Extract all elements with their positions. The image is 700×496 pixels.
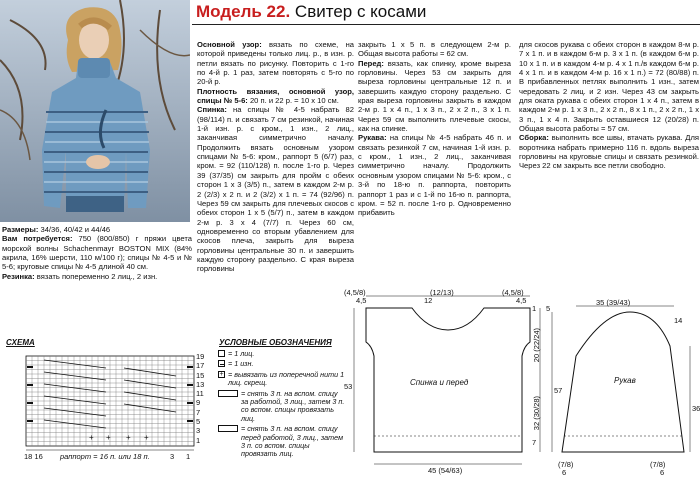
text-column-2: закрыть 1 х 5 п. в следующем 2-м р. Общая высота работы = 62 см. Перед: вязать, как спинку, кроме выреза горловины. Через 53 см закрыть для выреза горловины центральные 12 п. и завершить каждую сторону раздельно. С края выреза горловины закрыть в каждом 2-м р. 1 х 4 п., 1 х 3 п., 2 х 2 п., 3 х 1 п. Через 59 см выполнить плечевые скосы, как на спинке. Рукава: на спицы № 4-5 набрать 46 п. и связать резинкой 7 см, начиная 1-й изн. р. с кром., 1 изн., 2 лиц., заканчивая симметрично началу. Продолжить основным узором спицами № 5-6: кром., с 3-й по 18-ю п. раппорта, повторить раппорт 1 раз и с 1-й по 16-ю п. раппорта, кром. = 52 п. после 1-го р. Одновременно прибавить (358, 40, 511, 218)
text-column-1: Основной узор: вязать по схеме, на которой приведены только лиц. р., в изн. р. петли вязать по рисунку. Повторить с 1-го по 4-й р. 1 раз, затем повторять с 5-го по 20-й р. Плотность вязания, основной узор, спицы № 5-6: 20 п. и 22 р. = 10 х 10 см. Спинка: на спицы № 4-5 набрать 82 (98/114) п. и связать 7 см резинкой, начиная 1-й изн. р. с кром., 1 изн., 2 лиц., заканчивая симметрично началу. Продолжить вязать основным узором спицами № 5-6: кром., раппорт 5 (6/7) раз, кром. = 92 (110/128) п. после 1-го р. Через 39 (37/35) см закрыть для пройм с обеих сторон 1 х 3 (3/5) п., затем в каждом 2-м р. 2 (2/3) х 2 п. и 2 (3/2) х 1 п. = 74 (92/96) п. Через 59 см закрыть для плечевых скосов с обеих сторон 1 х 5 (5/7) п., затем в каждом 2-м р. 3 х 4 (7/7) п. Через 60 см, одновременно со вторым убавлением для скосов плеча, закрыть для выреза горловины центральные 30 п. и завершить каждую сторону раздельно. С края выреза горловины (197, 40, 354, 274)
dim-sleeve-36: 36 (692, 404, 700, 413)
row-number: 15 (196, 370, 205, 380)
crossed-knit-icon: + (219, 370, 224, 378)
text-column-3: для скосов рукава с обеих сторон в каждом 8-м р. 7 х 1 п. и в каждом 6-м р. 3 х 1 п. (в каждом 6-м р. 10 х 1 п. и в каждом 4-м р. 4 х 1 п./в каждом 6-м р. 4 х 1 п. и в каждом 4-м р. 16 х 1 п.) = 72 (80/88) п. В прибавленных петлях выполнить 1 изн., затем чередовать 2 лиц. и 2 изн. Через 43 см закрыть для оката рукава с обеих сторон 1 х 4 п., затем в каждом 2-м р. 1 х 3 п., 2 х 2 п., 8 х 1 п., 2 х 2 п., 1 х 3 п., 1 х 4 п. Закрыть оставшиеся 12 (20/28) п. Общая высота работы = 57 см. Сборка: выполнить все швы, втачать рукава. Для воротника набрать примерно 116 п. вдоль выреза горловины на круговые спицы и связать резинкой. Через 22 см закрыть все петли свободно. (519, 40, 699, 171)
svg-text:+: + (144, 433, 149, 442)
dim-bottom: 45 (54/63) (428, 466, 463, 475)
page-title (196, 2, 426, 22)
dim-top-left: (4,5/8) (344, 288, 366, 297)
dim-sleeve-57: 57 (554, 386, 563, 395)
row-numbers (196, 352, 214, 445)
purl-symbol-icon (218, 360, 225, 367)
model-title: Свитер с косами (294, 2, 427, 21)
pattern-diagram (344, 286, 700, 496)
legend-item: + = вывязать из поперечной нити 1 лиц. скрещ. (219, 369, 345, 388)
svg-text:+: + (106, 433, 111, 442)
row-number: 17 (196, 361, 205, 371)
row-number: 9 (196, 398, 201, 408)
dim-top-right: (4,5/8) (502, 288, 524, 297)
dim-v-5: 5 (546, 304, 551, 313)
sizes-line: Размеры: 34/36, 40/42 и 44/46 (2, 225, 111, 234)
dim-top-right-2: 4,5 (516, 296, 527, 305)
dim-top-mid-2: 12 (424, 296, 433, 305)
model-photo-illustration (0, 0, 190, 222)
dim-top-mid: (12/13) (430, 288, 454, 297)
knitting-chart (4, 350, 214, 460)
svg-text:+: + (89, 433, 94, 442)
chart-bottom-right-label: 3 (170, 452, 175, 461)
dim-sleeve-bottom-2: (7/8) (650, 460, 666, 469)
sleeve-label: Рукав (614, 376, 636, 385)
materials-line: Вам потребуется: 750 (800/850) г пряжи цвета морской волны Schachenmayr BOSTON MIX (84% акрила, 16% шерсти, 110 м/100 г); спицы № 4-5 и № 5-6; круговые спицы № 4-5 длиной 40 см. (2, 234, 192, 272)
row-number: 7 (196, 407, 201, 417)
body-label: Спинка и перед (410, 378, 469, 387)
row-number: 13 (196, 379, 205, 389)
dim-v-7: 7 (532, 438, 537, 447)
row-number: 5 (196, 417, 201, 427)
legend-item: = 1 изн. (218, 360, 346, 368)
rib-line: Резинка: вязать попеременно 2 лиц., 2 изн. (2, 271, 158, 281)
dim-sleeve-top: 35 (39/43) (596, 298, 631, 307)
cable-back-icon (218, 390, 238, 397)
chart-bottom-left-label: 18 16 (24, 452, 43, 461)
pattern-diagram-drawing (344, 286, 700, 496)
row-number: 1 (196, 435, 201, 445)
legend-item: = 1 лиц. (218, 350, 346, 358)
schema-title: СХЕМА (6, 338, 35, 347)
legend (218, 350, 346, 459)
chart-rapport-label: раппорт = 16 п. или 18 п. (60, 452, 150, 461)
dim-v-32: 32 (30/28) (532, 396, 541, 431)
dim-sleeve-14: 14 (674, 316, 683, 325)
cable-front-icon (218, 425, 238, 432)
materials-block (2, 225, 192, 281)
legend-item: = снять 3 п. на вспом. спицу за работой, 3 лиц., затем 3 п. со вспом. спицы провязать лиц. (218, 390, 346, 424)
row-number: 19 (196, 352, 205, 361)
svg-text:+: + (126, 433, 131, 442)
knit-symbol-icon (218, 350, 225, 357)
legend-item: = снять 3 п. на вспом. спицу перед работой, 3 лиц., затем 3 п. со вспом. спицы провязать лиц. (218, 425, 346, 459)
dim-v-20: 20 (22/24) (532, 328, 541, 363)
dim-sleeve-bottom-1: (7/8) (558, 460, 574, 469)
dim-sleeve-b2: 6 (660, 468, 665, 477)
dim-top-left-2: 4,5 (356, 296, 367, 305)
knitting-chart-grid (4, 350, 214, 460)
model-label: Модель 22. (196, 2, 291, 21)
title-divider (192, 24, 700, 25)
row-number: 11 (196, 389, 204, 399)
dim-sleeve-b1: 6 (562, 468, 567, 477)
model-photo (0, 0, 190, 222)
dim-v-top: 1 (532, 304, 537, 313)
chart-bottom-right-label-2: 1 (186, 452, 191, 461)
dim-v-53: 53 (344, 382, 353, 391)
legend-title: УСЛОВНЫЕ ОБОЗНАЧЕНИЯ (219, 338, 332, 347)
row-number: 3 (196, 426, 201, 436)
